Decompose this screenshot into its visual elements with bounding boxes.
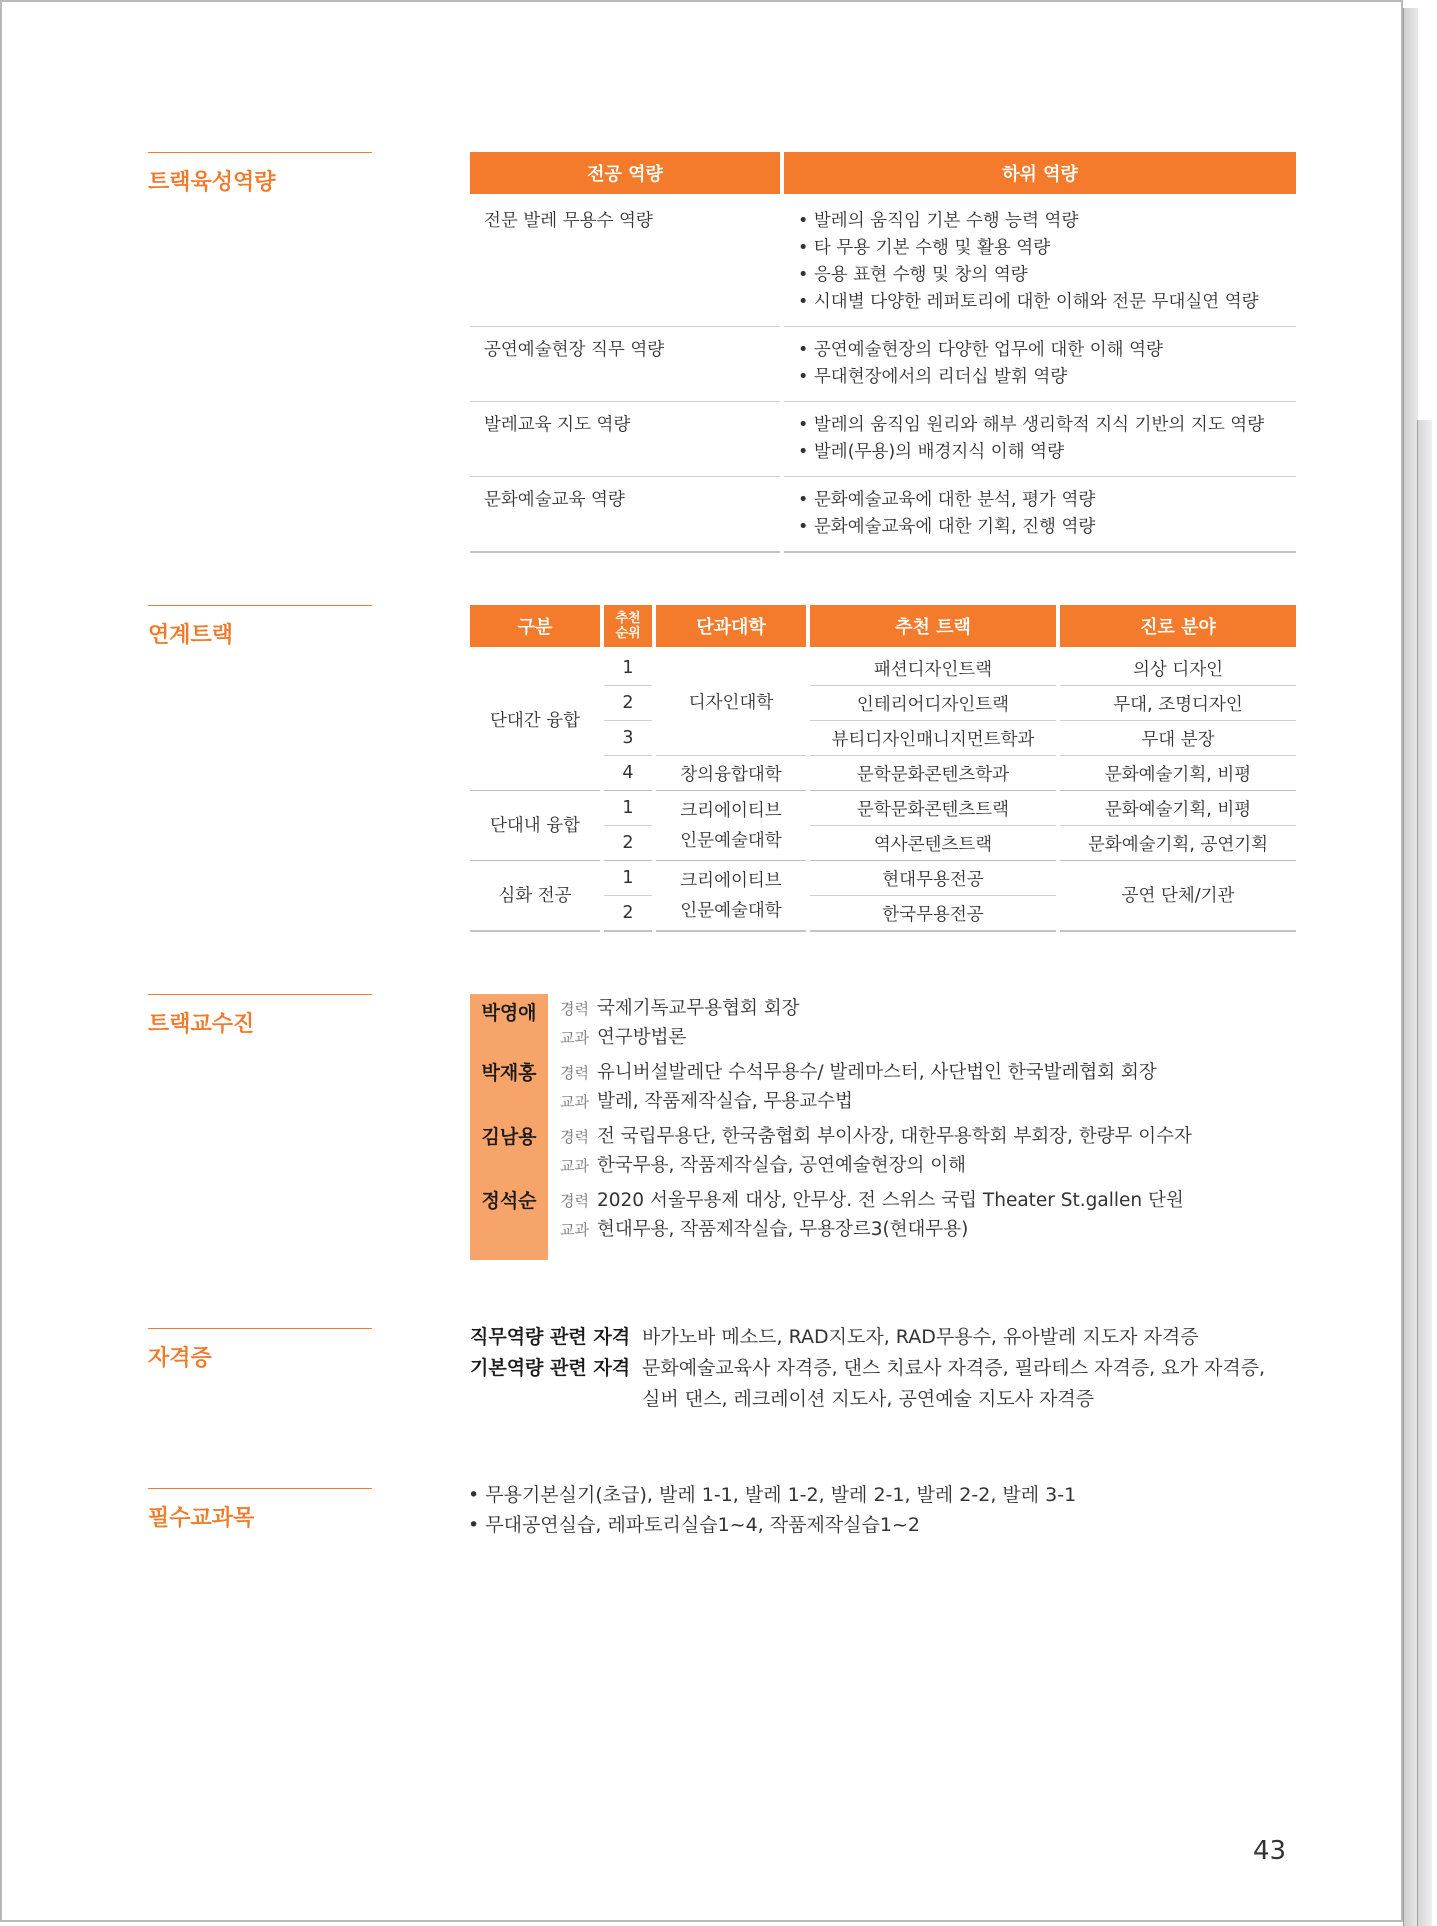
career-cell: 무대, 조명디자인 [1060,686,1296,721]
faculty-career: 국제기독교무용협회 회장 [596,998,800,1019]
sub-competency-item: • 응용 표현 수행 및 창의 역량 [798,265,1028,285]
major-competency: 발레교육 지도 역량 [470,402,780,477]
section-title-faculty: 트랙교수진 [148,994,372,1038]
required-course-item: • 무용기본실기(초급), 발레 1-1, 발레 1-2, 발레 2-1, 발레 2-2, 발레 3-1 [468,1484,1077,1506]
sub-competency-item: • 공연예술현장의 다양한 업무에 대한 이해 역량 [798,340,1163,360]
faculty-info [548,1052,1157,1116]
certificate-row [470,1322,1282,1353]
certificate-row [470,1353,1282,1415]
faculty-courses: 현대무용, 작품제작실습, 무용장르3(현대무용) [596,1219,969,1240]
faculty-courses-line [560,1215,1184,1244]
college-line: 인문예술대학 [680,900,782,921]
faculty-courses-line [560,1151,1192,1180]
faculty-name: 박영애 [470,994,548,1052]
sub-competencies [784,402,1296,477]
course-tag: 교과 [560,1221,589,1239]
career-tag: 경력 [560,1000,589,1018]
page-edge [1403,8,1418,1926]
rank-cell: 2 [604,826,652,861]
faculty-entry [470,1116,1290,1180]
track-cell: 뷰티디자인매니지먼트학과 [810,721,1056,756]
rank-cell: 2 [604,896,652,932]
sub-competency-item: • 문화예술교육에 대한 기획, 진행 역량 [798,517,1096,537]
section-title-certificates: 자격증 [148,1328,372,1372]
section-title-competency: 트랙육성역량 [148,152,372,196]
table-row [470,651,1296,686]
competency-table [466,152,1300,553]
major-competency: 전문 발레 무용수 역량 [470,198,780,327]
track-cell: 문학문화콘텐츠트랙 [810,791,1056,826]
faculty-entry [470,1052,1290,1116]
header-career: 진로 분야 [1060,605,1296,651]
rank-cell: 3 [604,721,652,756]
track-cell: 문학문화콘텐츠학과 [810,756,1056,791]
faculty-name: 김남용 [470,1116,548,1180]
sub-competency-item: • 문화예술교육에 대한 분석, 평가 역량 [798,490,1096,510]
certificate-label: 직무역량 관련 자격 [470,1326,631,1348]
required-course-list [468,1480,1076,1540]
table-row [470,402,1296,477]
college-cell: 디자인대학 [656,651,806,756]
faculty-courses: 연구방법론 [596,1027,687,1048]
career-tag: 경력 [560,1192,589,1210]
header-major-competency: 전공 역량 [470,152,780,198]
sub-competency-item: • 타 무용 기본 수행 및 활용 역량 [798,238,1051,258]
track-cell: 현대무용전공 [810,861,1056,896]
required-course-item: • 무대공연실습, 레파토리실습1~4, 작품제작실습1~2 [468,1514,920,1536]
table-row [470,477,1296,553]
sub-competency-item: • 발레의 움직임 기본 수행 능력 역량 [798,211,1079,231]
table-row [470,791,1296,826]
career-cell: 의상 디자인 [1060,651,1296,686]
header-sub-competency: 하위 역량 [784,152,1296,198]
certificate-value: 문화예술교육사 자격증, 댄스 치료사 자격증, 필라테스 자격증, 요가 자격증, 실버 댄스, 레크레이션 지도사, 공연예술 지도사 자격증 [642,1357,1266,1410]
career-cell: 무대 분장 [1060,721,1296,756]
college-cell [656,791,806,861]
rank-cell: 4 [604,756,652,791]
career-cell: 공연 단체/기관 [1060,861,1296,932]
rank-cell: 1 [604,861,652,896]
faculty-info [548,1180,1184,1244]
faculty-name: 정석순 [470,1180,548,1244]
college-cell [656,861,806,932]
group-inter-college: 단대간 융합 [470,651,600,791]
header-rank-line2: 순위 [615,626,641,641]
table-row [470,861,1296,896]
sub-competencies [784,477,1296,553]
faculty-name: 박재홍 [470,1052,548,1116]
college-line: 크리에이티브 [680,870,782,891]
faculty-career-line [560,1122,1192,1151]
career-cell: 문화예술기획, 비평 [1060,756,1296,791]
career-tag: 경력 [560,1128,589,1146]
major-competency: 공연예술현장 직무 역량 [470,327,780,402]
section-title-linked-track: 연계트랙 [148,605,372,649]
group-intra-college: 단대내 융합 [470,791,600,861]
section-title-required-courses: 필수교과목 [148,1488,372,1532]
rank-cell: 2 [604,686,652,721]
faculty-career-line [560,1058,1157,1087]
faculty-courses: 한국무용, 작품제작실습, 공연예술현장의 이해 [596,1155,966,1176]
career-tag: 경력 [560,1064,589,1082]
faculty-courses-line [560,1087,1157,1116]
certificate-list [470,1322,1282,1415]
faculty-career-line [560,994,799,1023]
table-row [470,198,1296,327]
header-division: 구분 [470,605,600,651]
track-cell: 패션디자인트랙 [810,651,1056,686]
header-track: 추천 트랙 [810,605,1056,651]
header-rank [604,605,652,651]
faculty-info [548,1116,1192,1180]
course-tag: 교과 [560,1093,589,1111]
table-row [470,327,1296,402]
sub-competencies [784,198,1296,327]
track-cell: 역사콘텐츠트랙 [810,826,1056,861]
course-tag: 교과 [560,1157,589,1175]
group-advanced-major: 심화 전공 [470,861,600,932]
sub-competency-item: • 발레(무용)의 배경지식 이해 역량 [798,442,1064,462]
page-edge [1417,420,1432,1926]
faculty-list [470,994,1290,1260]
college-line: 크리에이티브 [680,800,782,821]
college-cell: 창의융합대학 [656,756,806,791]
track-cell: 한국무용전공 [810,896,1056,932]
course-tag: 교과 [560,1029,589,1047]
rank-cell: 1 [604,791,652,826]
page-number: 43 [1253,1836,1287,1866]
faculty-entry [470,1180,1290,1244]
sub-competency-item: • 시대별 다양한 레퍼토리에 대한 이해와 전문 무대실연 역량 [798,292,1259,312]
faculty-entry [470,994,1290,1052]
faculty-career-line [560,1186,1184,1215]
faculty-courses-line [560,1023,799,1052]
certificate-value: 바가노바 메소드, RAD지도자, RAD무용수, 유아발레 지도자 자격증 [642,1326,1199,1348]
career-cell: 문화예술기획, 공연기획 [1060,826,1296,861]
college-line: 인문예술대학 [680,830,782,851]
track-cell: 인테리어디자인트랙 [810,686,1056,721]
header-college: 단과대학 [656,605,806,651]
header-rank-line1: 추천 [615,611,641,626]
career-cell: 문화예술기획, 비평 [1060,791,1296,826]
faculty-info [548,994,799,1052]
certificate-label: 기본역량 관련 자격 [470,1357,631,1379]
faculty-career: 2020 서울무용제 대상, 안무상. 전 스위스 국립 Theater St.gallen 단원 [596,1190,1184,1211]
sub-competencies [784,327,1296,402]
faculty-courses: 발레, 작품제작실습, 무용교수법 [596,1091,853,1112]
faculty-career: 전 국립무용단, 한국춤협회 부이사장, 대한무용학회 부회장, 한량무 이수자 [596,1126,1192,1147]
sub-competency-item: • 무대현장에서의 리더십 발휘 역량 [798,367,1068,387]
faculty-career: 유니버설발레단 수석무용수/ 발레마스터, 사단법인 한국발레협회 회장 [596,1062,1157,1083]
sub-competency-item: • 발레의 움직임 원리와 해부 생리학적 지식 기반의 지도 역량 [798,415,1265,435]
faculty-name-column-end [470,1244,548,1260]
rank-cell: 1 [604,651,652,686]
major-competency: 문화예술교육 역량 [470,477,780,553]
linked-track-table [466,605,1300,932]
